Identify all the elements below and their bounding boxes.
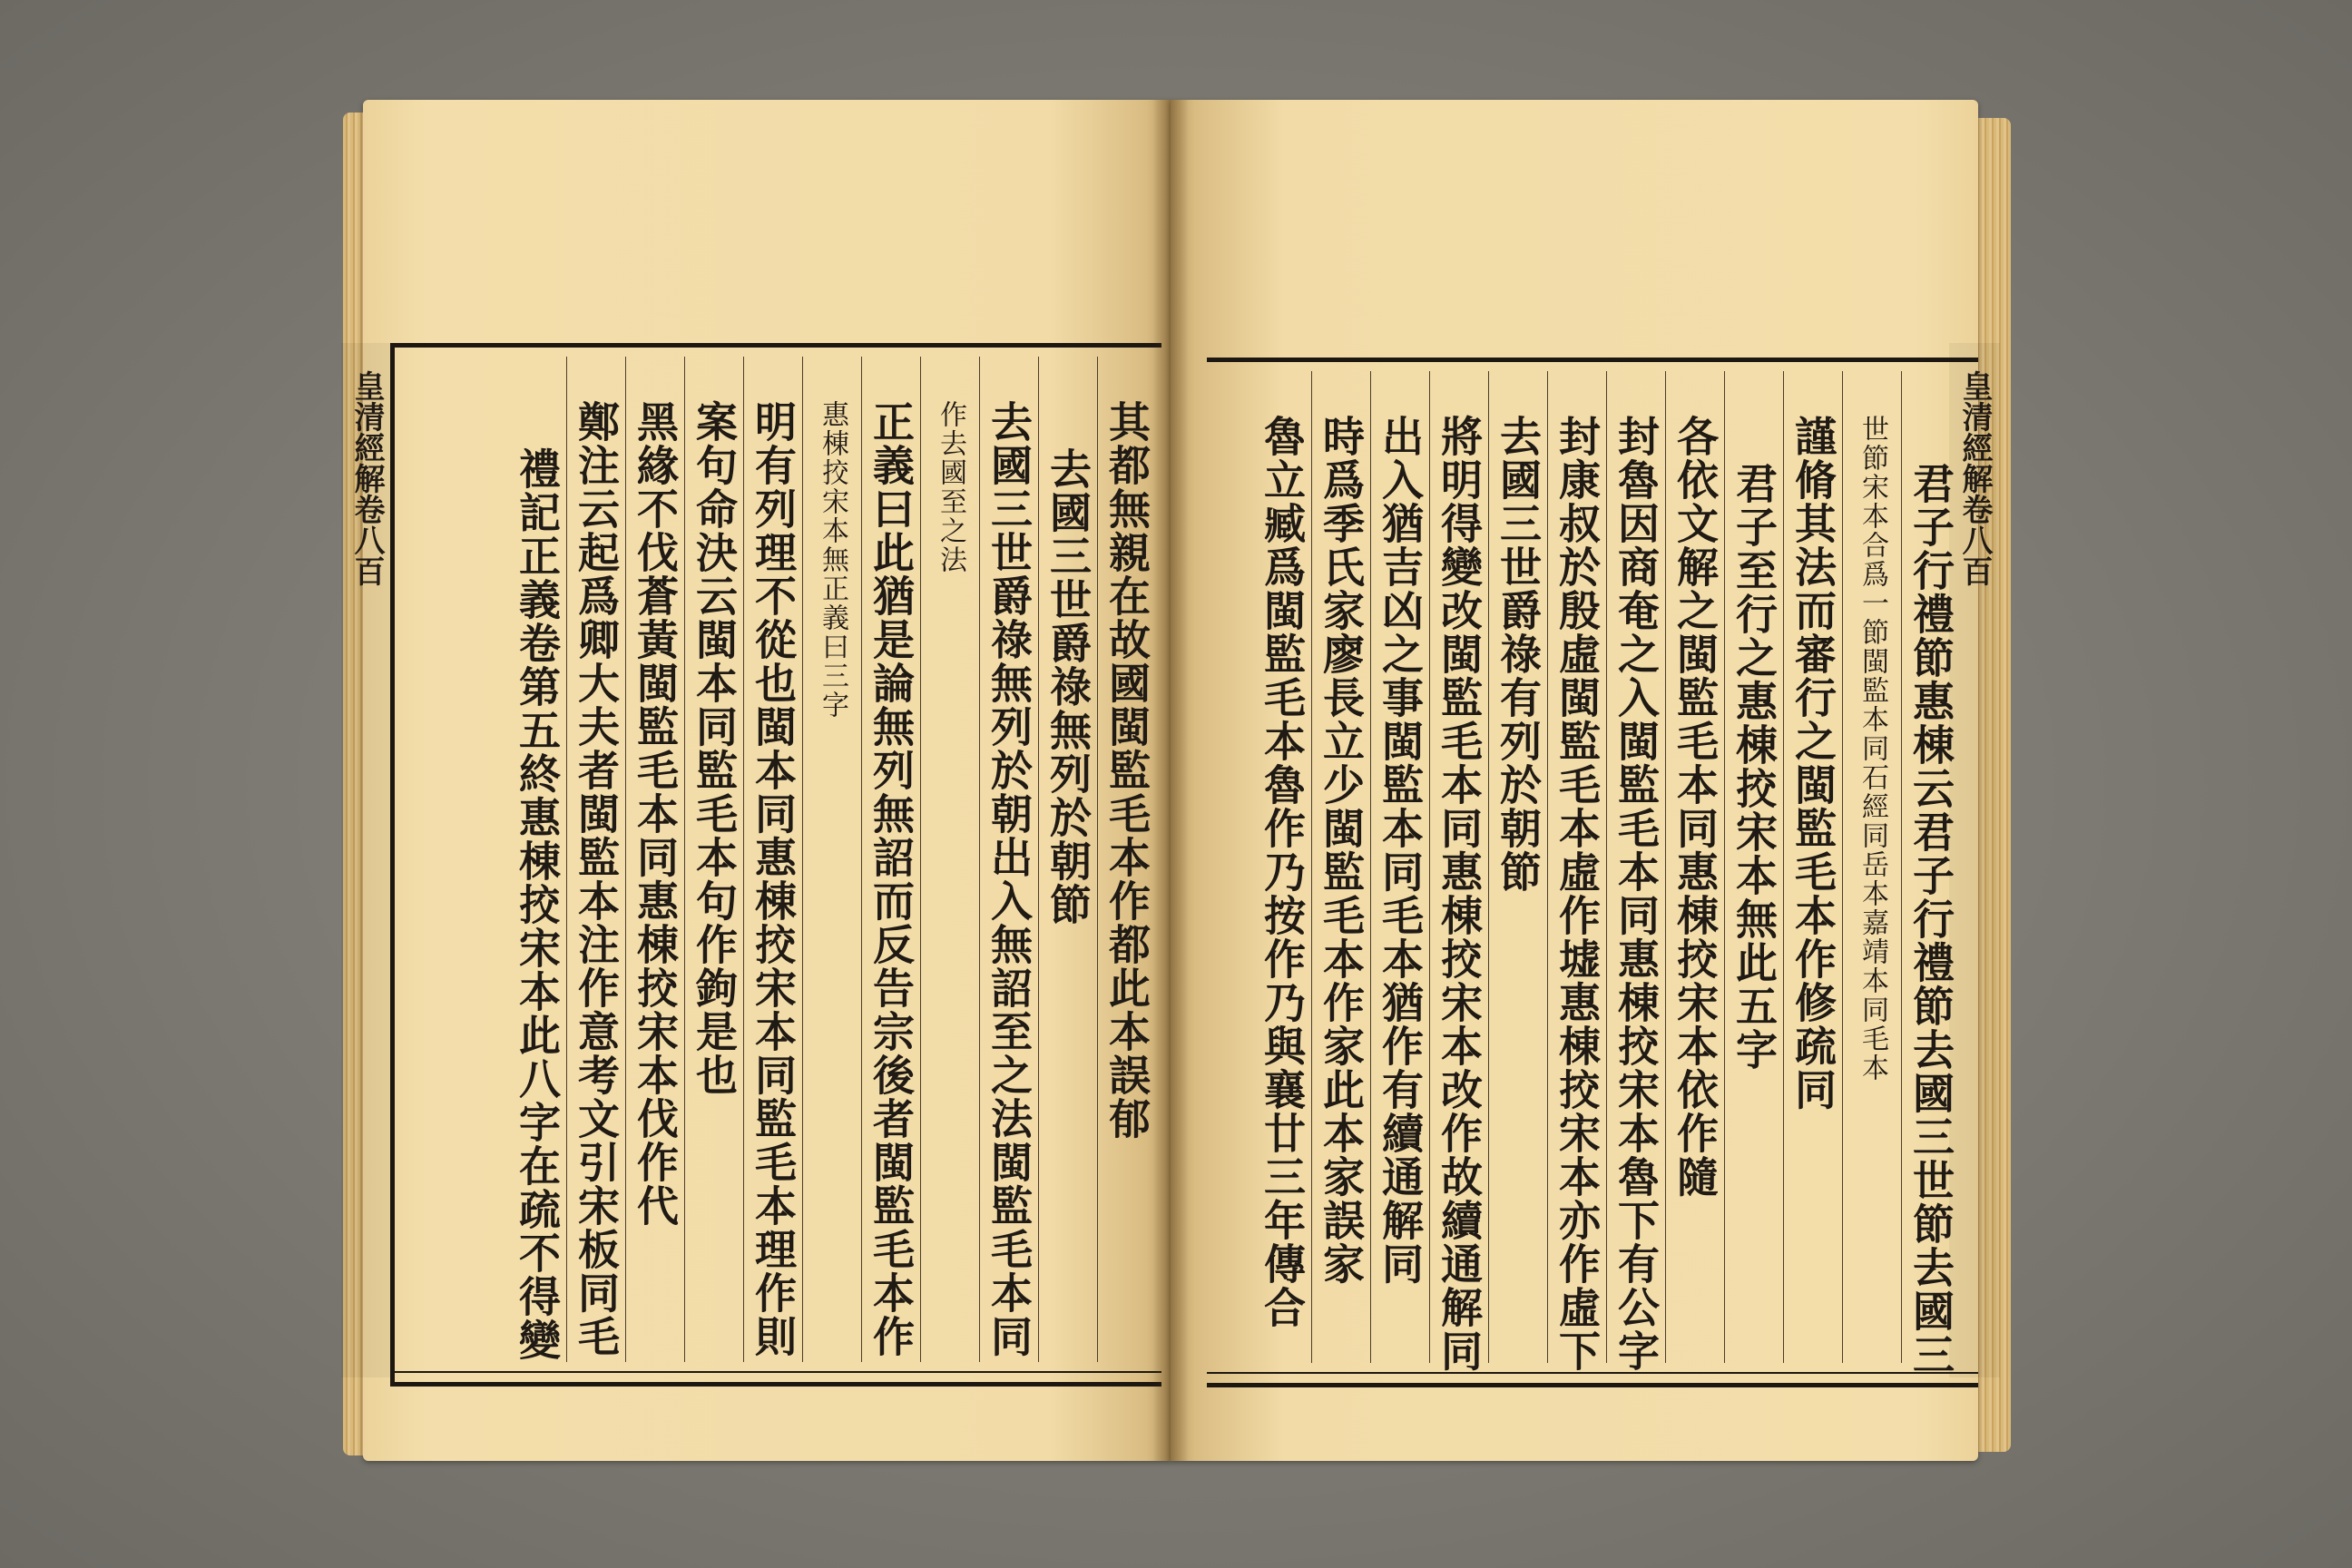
banner-title: 皇清經解卷八百 (348, 370, 385, 586)
column-text: 去國三世爵祿有列於朝節 (1494, 415, 1543, 894)
open-book (336, 91, 2005, 1470)
banner-title: 皇清經解卷八百 (1956, 370, 1993, 586)
text-column (566, 357, 625, 1362)
column-text: 禮記正義卷第五終惠棟挍宋本此八字在疏不得變 (513, 447, 562, 1362)
column-text: 去國三世爵祿無列於朝節 (1044, 447, 1093, 926)
text-frame-right (1207, 358, 1978, 1387)
column-text: 封康叔於殷虛閩監毛本虛作墟惠棟挍宋本亦作虛下 (1553, 415, 1602, 1373)
column-text: 君子至行之惠棟挍宋本無此五字 (1730, 462, 1779, 1072)
text-column (1038, 357, 1097, 1362)
column-text: 明有列理不從也閩本同惠棟挍宋本同監毛本理作則 (749, 400, 798, 1358)
column-text: 惠棟挍宋本無正義曰三字 (817, 400, 848, 720)
text-column (861, 357, 920, 1362)
column-text: 案句命決云閩本同監毛本句作鉤是也 (690, 400, 739, 1097)
text-column (1311, 371, 1370, 1363)
text-column (979, 357, 1038, 1362)
column-text: 世節宋本合爲一節閩監本同石經同岳本嘉靖本同毛本 (1857, 415, 1888, 1083)
column-text: 將明得變改閩監毛本同惠棟挍宋本改作故續通解同 (1435, 415, 1484, 1373)
text-column (1724, 371, 1783, 1363)
text-frame-left (390, 343, 1161, 1387)
column-text: 鄭注云起爲卿大夫者閩監本注作意考文引宋板同毛 (572, 400, 621, 1358)
text-column (1370, 371, 1429, 1363)
text-column (1488, 371, 1547, 1363)
column-text: 去國三世爵祿無列於朝出入無詔至之法閩監毛本同 (985, 400, 1034, 1358)
text-column (1901, 371, 1960, 1377)
column-text: 其都無親在故國閩監毛本作都此本誤郁 (1102, 400, 1152, 1141)
text-column (920, 357, 979, 1362)
column-text: 出入猶吉凶之事閩監本同毛本猶作有續通解同 (1376, 415, 1425, 1286)
text-column (684, 357, 743, 1362)
text-column (802, 357, 861, 1362)
left-page (348, 100, 1171, 1461)
column-text: 作去國至之法 (935, 400, 966, 574)
text-columns-left (395, 357, 1156, 1362)
column-text: 魯立臧爲閩監毛本魯作乃按作乃與襄廿三年傳合 (1258, 415, 1307, 1329)
text-column (1665, 371, 1724, 1363)
text-column (1097, 357, 1156, 1362)
text-column (625, 357, 684, 1362)
text-column (1547, 371, 1606, 1373)
text-column (743, 357, 802, 1362)
text-column (1842, 371, 1901, 1363)
column-text: 黑緣不伐蒼黃閩監毛本同惠棟挍宋本伐作代 (631, 400, 680, 1228)
column-text: 謹脩其法而審行之閩監毛本作修疏同 (1788, 415, 1838, 1112)
column-text: 正義曰此猶是論無列無詔而反告宗後者閩監毛本作 (867, 400, 916, 1358)
column-text: 君子行禮節惠棟云君子行禮節去國三世節去國三 (1906, 462, 1955, 1377)
book-gutter (1152, 100, 1189, 1461)
column-text: 時爲季氏家廖長立少閩監毛本作家此本家誤家 (1317, 415, 1366, 1286)
margin-banner-left (341, 343, 392, 1377)
text-column (1253, 371, 1311, 1363)
text-column (1429, 371, 1488, 1373)
text-column (508, 357, 566, 1362)
column-text: 封魯因商奄之入閩監毛本同惠棟挍宋本魯下有公字 (1612, 415, 1661, 1373)
column-text: 各依文解之閩監毛本同惠棟挍宋本依作隨 (1671, 415, 1720, 1199)
text-columns-right (1207, 371, 1960, 1377)
text-column (1783, 371, 1842, 1363)
text-column (1606, 371, 1665, 1373)
right-page (1171, 100, 1993, 1461)
